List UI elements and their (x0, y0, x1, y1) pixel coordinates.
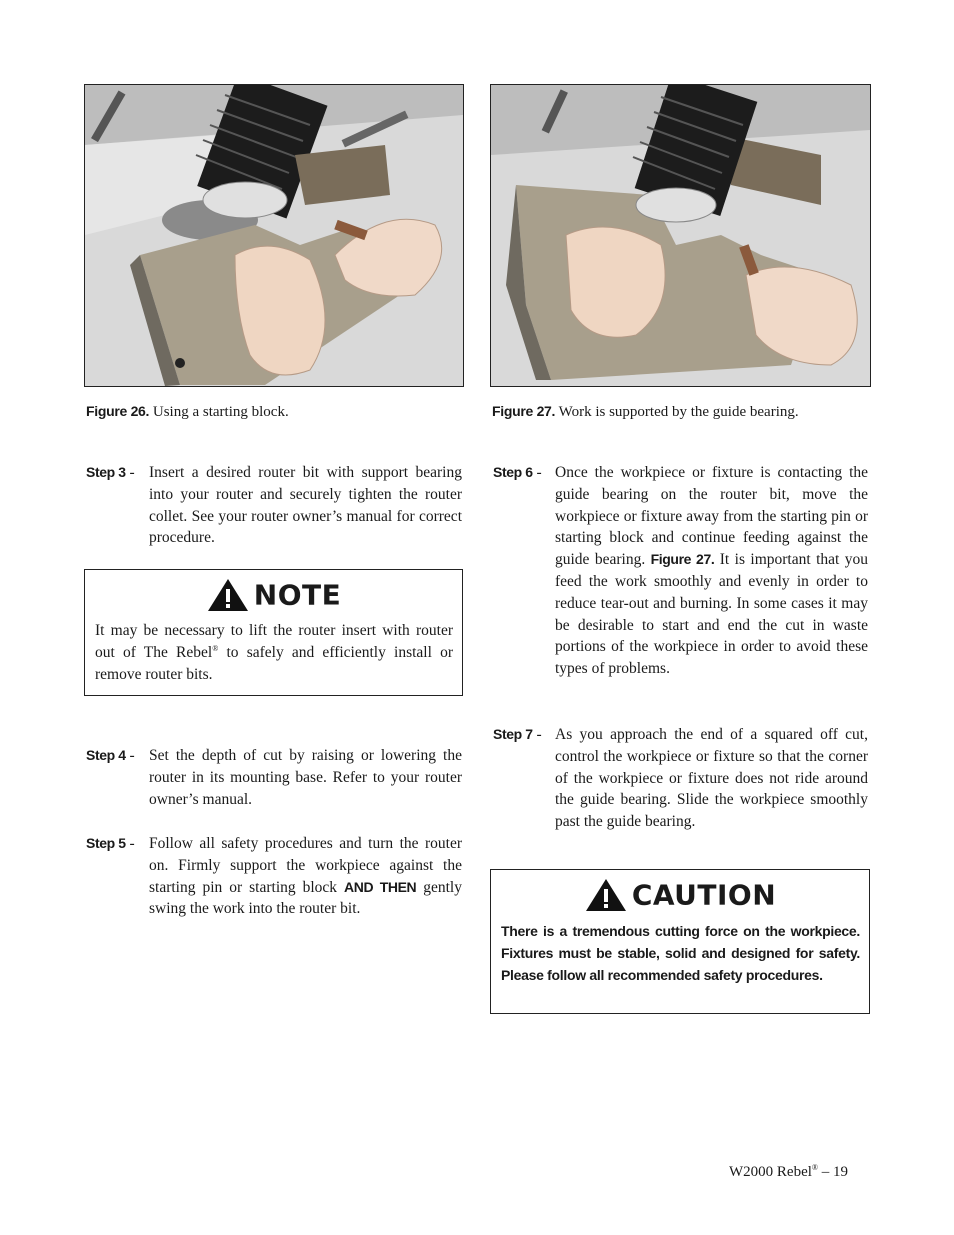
figure-27-label: Figure 27. (492, 403, 556, 419)
note-title: NOTE (253, 578, 342, 612)
caution-box (490, 869, 870, 1014)
note-box (84, 569, 463, 696)
step-3-separator: - (125, 464, 135, 481)
step-7-label: Step 7 (493, 726, 533, 742)
step-5-label: Step 5 (86, 835, 126, 851)
figure-27-caption (492, 401, 799, 422)
figure-26-photo (84, 84, 464, 387)
warning-triangle-icon (206, 577, 250, 613)
step-6-text (555, 462, 868, 680)
footer-page-number: – 19 (817, 1164, 848, 1180)
note-text-part-1: It may be necessary to lift the router insert with router out of The Rebel (95, 622, 453, 661)
note-text (95, 620, 453, 685)
caution-text: There is a tremendous cutting force on the workpiece. Fixtures must be stable, solid and designed for safety. Please follow all recommended safety procedures. (501, 923, 860, 983)
step-5-text (149, 833, 462, 920)
figure-27-caption-text: Work is supported by the guide bearing. (555, 404, 799, 420)
step-3-text: Insert a desired router bit with support bearing into your router and securely tighten the router collet. See your router owner’s manual for correct procedure. (149, 464, 462, 547)
step-6-text-part-2: It is important that you feed the work smoothly and evenly in order to reduce tear-out and burning. In some cases it may be desirable to start and end the cut in waste portions of the workpiece in order to avoid these types of problems. (555, 551, 868, 678)
step-7-separator: - (532, 726, 542, 743)
step-7-text: As you approach the end of a squared off cut, control the workpiece or fixture so that the corner of the workpiece or fixture does not ride around the guide bearing. Slide the workpiece smoothly past the guide bearing. (555, 726, 868, 831)
step-6-separator: - (532, 464, 542, 481)
step-6-text-part-1: Once the workpiece or fixture is contacting the guide bearing on the router bit, move the workpiece or fixture away from the starting pin or starting block and continue feeding against the guide bearing. (555, 464, 868, 569)
step-5-emphasis: AND THEN (344, 878, 417, 895)
step-5-text-part-1: Follow all safety procedures and turn the router on. Firmly support the workpiece against the starting pin or starting block (149, 835, 462, 896)
figure-26-caption-text: Using a starting block. (149, 404, 289, 420)
step-4-separator: - (125, 747, 135, 764)
step-4-label: Step 4 (86, 747, 126, 763)
step-5-separator: - (125, 835, 135, 852)
figure-26-caption (86, 401, 289, 422)
figure-27-photo (490, 84, 871, 387)
step-4-text: Set the depth of cut by raising or lowering the router in its mounting base. Refer to your router owner’s manual. (149, 747, 462, 808)
step-6-label: Step 6 (493, 464, 533, 480)
footer-registered-mark: ® (811, 1163, 818, 1172)
step-5-text-part-2: gently swing the work into the router bit. (149, 878, 462, 918)
note-text-part-2: to safely and efficiently install or remove router bits. (95, 643, 453, 683)
footer-model: W2000 Rebel (729, 1164, 812, 1180)
note-registered-mark: ® (212, 643, 219, 653)
page-footer (729, 1164, 848, 1181)
figure-26-label: Figure 26. (86, 403, 150, 419)
step-6-figure-reference: Figure 27. (650, 551, 715, 568)
caution-title: CAUTION (631, 878, 777, 912)
step-3-label: Step 3 (86, 464, 126, 480)
warning-triangle-icon (584, 877, 628, 913)
